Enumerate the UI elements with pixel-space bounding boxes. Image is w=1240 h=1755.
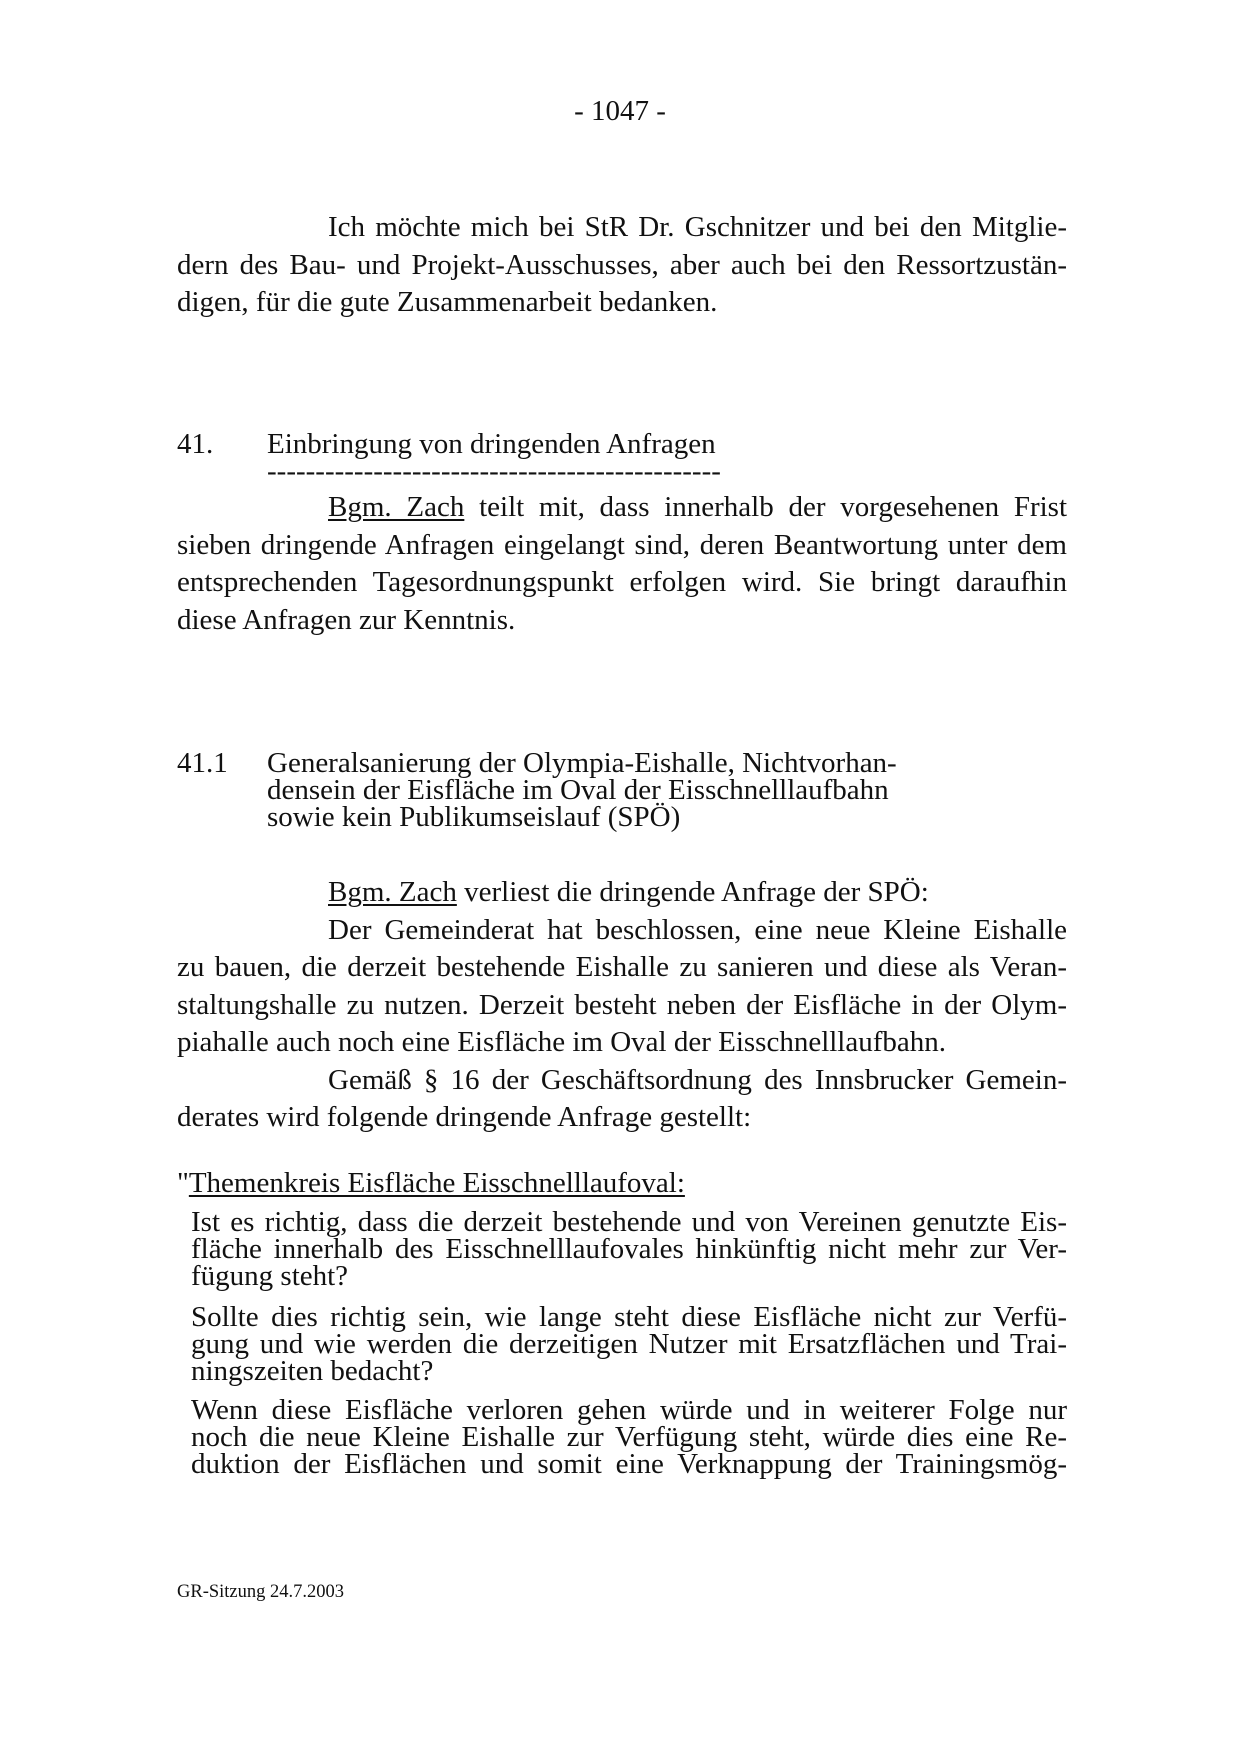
question-1	[191, 1205, 1067, 1292]
item-number: 41.1	[177, 747, 228, 779]
closing-remark-paragraph	[177, 209, 1067, 322]
announcement-paragraph	[177, 489, 1067, 639]
question-line: fügung steht?	[191, 1259, 349, 1292]
item-title	[267, 747, 897, 833]
paragraph-line: staltungshalle zu nutzen. Derzeit besteht neben der Eisfläche in der Olym-	[177, 988, 1067, 1021]
title-dash-rule: -----------------------------------------------	[267, 455, 721, 487]
paragraph-line: Gemäß § 16 der Geschäftsordnung des Innsbrucker Gemein-	[328, 1063, 1067, 1096]
title-line: Generalsanierung der Olympia-Eishalle, Nichtvorhan-	[267, 747, 897, 779]
topic-heading	[177, 1165, 685, 1203]
paragraph-line: diese Anfragen zur Kenntnis.	[177, 603, 516, 636]
question-line: Sollte dies richtig sein, wie lange steht diese Eisfläche nicht zur Verfü-	[191, 1301, 1067, 1333]
page-footer: GR-Sitzung 24.7.2003	[177, 1582, 345, 1602]
speaker-name: Bgm. Zach	[328, 876, 457, 908]
topic-heading-text: Themenkreis Eisfläche Eisschnelllaufoval:	[188, 1167, 685, 1199]
paragraph-line: digen, für die gute Zusammenarbeit bedanken.	[177, 286, 718, 318]
paragraph-line	[177, 489, 1067, 527]
question-line: Ist es richtig, dass die derzeit bestehende und von Vereinen genutzte Eis-	[191, 1205, 1067, 1238]
paragraph-line: piahalle auch noch eine Eisfläche im Oval der Eisschnelllaufbahn.	[177, 1026, 947, 1058]
paragraph-line: derates wird folgende dringende Anfrage gestellt:	[177, 1101, 752, 1133]
question-3	[191, 1394, 1067, 1480]
line-text: verliest die dringende Anfrage der SPÖ:	[464, 876, 929, 908]
paragraph-line: zu bauen, die derzeit bestehende Eishalle zu sanieren und diese als Veran-	[177, 951, 1067, 983]
paragraph-line: dern des Bau- und Projekt-Ausschusses, aber auch bei den Ressortzustän-	[177, 248, 1067, 281]
question-line: noch die neue Kleine Eishalle zur Verfügung steht, würde dies eine Re-	[191, 1421, 1067, 1453]
paragraph-line: Ich möchte mich bei StR Dr. Gschnitzer und bei den Mitglie-	[328, 211, 1067, 243]
question-line: gung und wie werden die derzeitigen Nutzer mit Ersatzflächen und Trai-	[191, 1328, 1067, 1360]
question-2	[191, 1301, 1067, 1387]
paragraph-line: entsprechenden Tagesordnungspunkt erfolgen wird. Sie bringt daraufhin	[177, 566, 1067, 598]
question-line: fläche innerhalb des Eisschnelllaufovales hinkünftig nicht mehr zur Ver-	[191, 1232, 1067, 1265]
quote-mark: "	[177, 1167, 189, 1199]
speaker-name: Bgm. Zach	[328, 491, 465, 523]
paragraph-line	[177, 874, 1067, 912]
title-line: sowie kein Publikumseislauf (SPÖ)	[267, 801, 681, 833]
item-title: Einbringung von dringenden Anfragen	[267, 428, 716, 460]
item-number: 41.	[177, 428, 214, 460]
page-number: - 1047 -	[574, 95, 666, 127]
paragraph-line: sieben dringende Anfragen eingelangt sind, deren Beantwortung unter dem	[177, 528, 1067, 561]
paragraph-line: Der Gemeinderat hat beschlossen, eine neue Kleine Eishalle	[328, 913, 1067, 946]
question-line: ningszeiten bedacht?	[191, 1355, 434, 1387]
request-paragraph	[177, 1062, 1067, 1137]
title-line: densein der Eisfläche im Oval der Eisschnelllaufbahn	[267, 774, 889, 806]
question-line: Wenn diese Eisfläche verloren gehen würde und in weiterer Folge nur	[191, 1394, 1067, 1426]
question-line: duktion der Eisflächen und somit eine Verknappung der Trainingsmög-	[191, 1448, 1067, 1480]
reading-paragraph	[177, 874, 1067, 1062]
line-text: teilt mit, dass innerhalb der vorgesehenen Frist	[479, 491, 1068, 523]
